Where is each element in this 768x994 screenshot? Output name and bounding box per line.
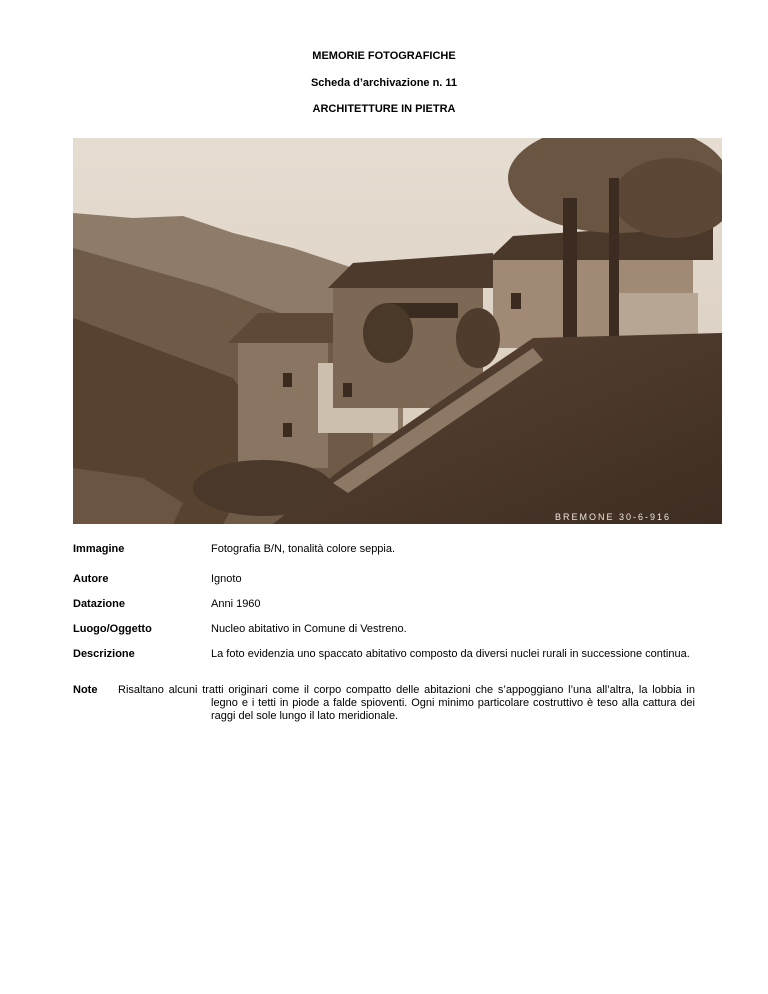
field-label: Datazione bbox=[73, 598, 125, 610]
sepia-photograph bbox=[73, 138, 722, 524]
field-value: Fotografia B/N, tonalità colore seppia. bbox=[211, 543, 396, 555]
field-value: La foto evidenzia uno spaccato abitativo composto da diversi nuclei rurali in successione continua. bbox=[211, 648, 690, 660]
field-label: Descrizione bbox=[73, 648, 135, 660]
field-value: Nucleo abitativo in Comune di Vestreno. bbox=[211, 623, 407, 635]
field-label: Autore bbox=[73, 573, 109, 585]
document-title: MEMORIE FOTOGRAFICHE bbox=[312, 50, 456, 62]
field-label: Immagine bbox=[73, 543, 125, 555]
field-label: Luogo/Oggetto bbox=[73, 623, 152, 635]
field-value: Anni 1960 bbox=[211, 598, 261, 610]
note-text: Risaltano alcuni tratti originari come il corpo compatto delle abitazioni che s’appoggiano l’una all’altra, la lobbia in legno e i tetti in piode a falde spioventi. Ogni minimo particolare costruttivo è teso alla cattura dei raggi del sole lungo il lato meridionale. bbox=[118, 684, 695, 722]
photo-caption-mark: BREMONE 30-6-916 bbox=[555, 512, 672, 522]
section-title: ARCHITETTURE IN PIETRA bbox=[312, 103, 456, 115]
note-label: Note bbox=[73, 684, 98, 696]
field-value: Ignoto bbox=[211, 573, 242, 585]
document-subtitle: Scheda d’archivazione n. 11 bbox=[310, 77, 458, 89]
